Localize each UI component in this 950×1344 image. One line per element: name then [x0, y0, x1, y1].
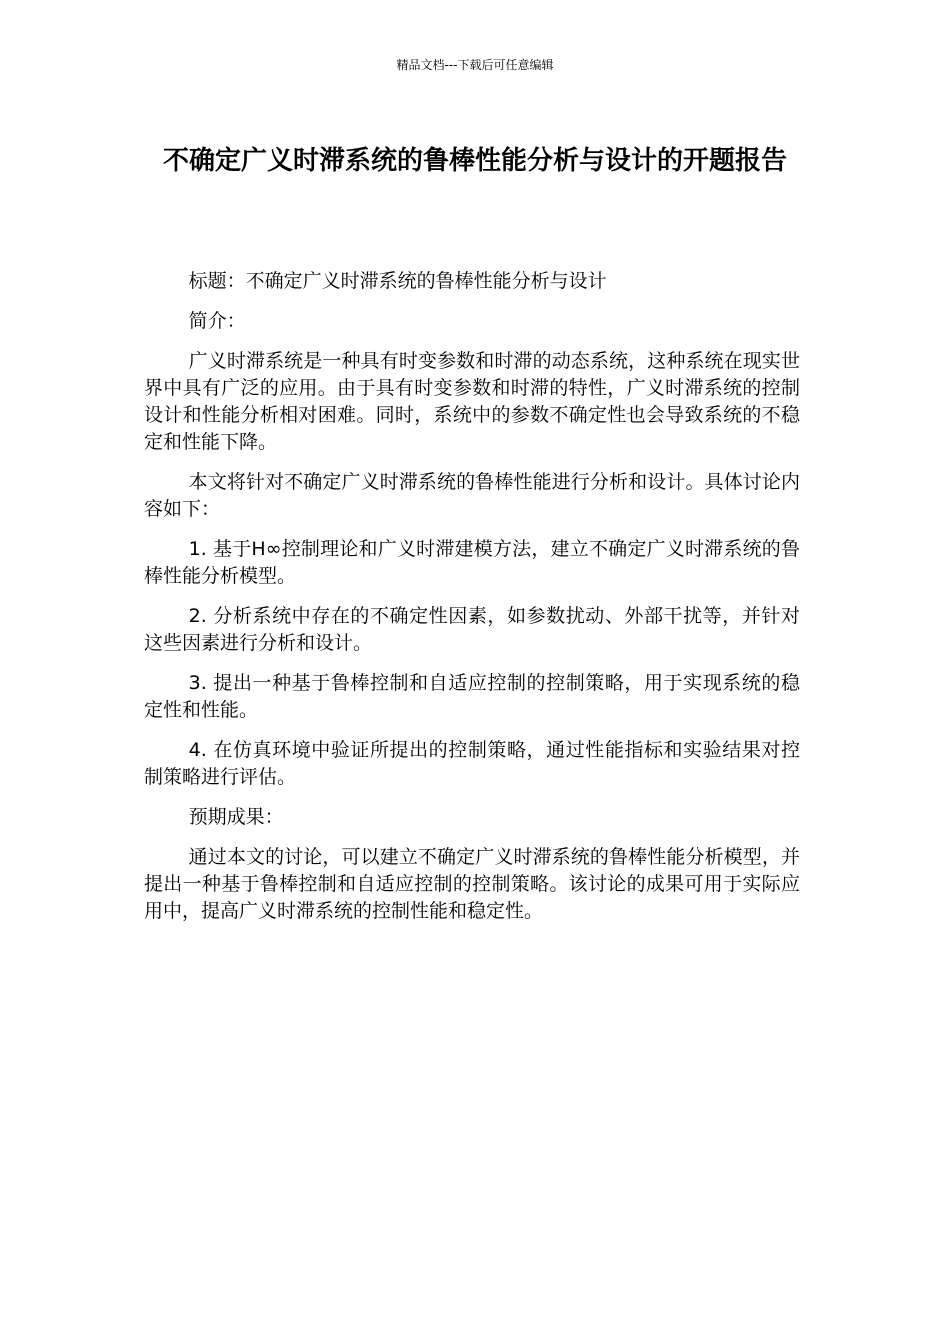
paragraph-outcomes-text: 通过本文的讨论，可以建立不确定广义时滞系统的鲁棒性能分析模型，并提出一种基于鲁棒控制和自适应控制的控制策略。该讨论的成果可用于实际应用中，提高广义时滞系统的控制性能和稳定性。	[144, 846, 800, 922]
paragraph-scope: 本文将针对不确定广义时滞系统的鲁棒性能进行分析和设计。具体讨论内容如下：	[144, 471, 800, 520]
document-title: 不确定广义时滞系统的鲁棒性能分析与设计的开题报告	[162, 146, 787, 176]
paragraph-subject: 标题：不确定广义时滞系统的鲁棒性能分析与设计	[188, 270, 607, 292]
list-item-1: 1. 基于H∞控制理论和广义时滞建模方法，建立不确定广义时滞系统的鲁棒性能分析模型。	[144, 538, 800, 587]
page-header-watermark: 精品文档---下载后可任意编辑	[396, 58, 554, 72]
paragraph-intro-heading: 简介：	[188, 310, 246, 332]
paragraph-outcomes-heading: 预期成果：	[188, 806, 284, 828]
list-item-4: 4. 在仿真环境中验证所提出的控制策略，通过性能指标和实验结果对控制策略进行评估。	[144, 739, 800, 788]
list-item-3: 3. 提出一种基于鲁棒控制和自适应控制的控制策略，用于实现系统的稳定性和性能。	[144, 672, 800, 721]
document-body	[144, 268, 800, 938]
list-item-2: 2. 分析系统中存在的不确定性因素，如参数扰动、外部干扰等，并针对这些因素进行分析和设计。	[144, 605, 800, 654]
paragraph-intro-text: 广义时滞系统是一种具有时变参数和时滞的动态系统，这种系统在现实世界中具有广泛的应用。由于具有时变参数和时滞的特性，广义时滞系统的控制设计和性能分析相对困难。同时，系统中的参数不确定性也会导致系统的不稳定和性能下降。	[144, 350, 800, 453]
